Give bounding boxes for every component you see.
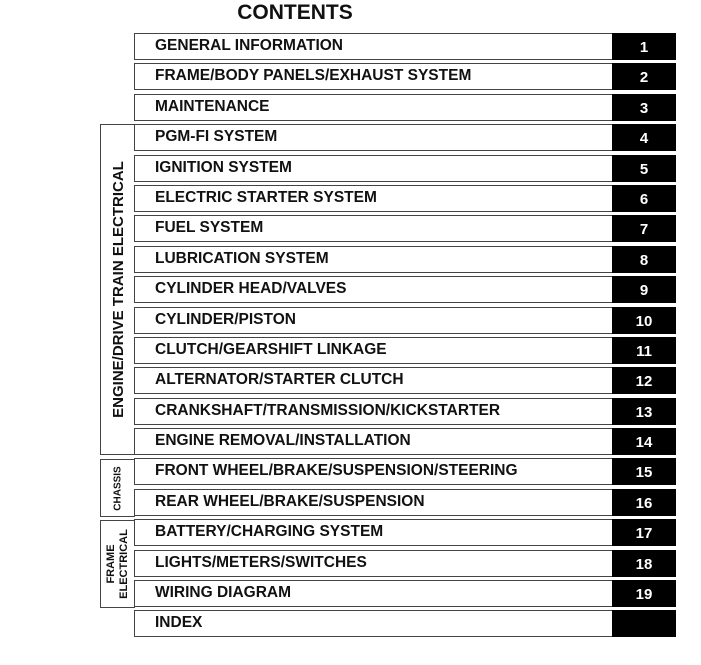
- section-number-tab[interactable]: 18: [612, 550, 676, 577]
- section-number-tab[interactable]: [612, 610, 676, 637]
- section-number-tab[interactable]: 4: [612, 124, 676, 151]
- section-number-tab[interactable]: 17: [612, 519, 676, 546]
- section-number-tab[interactable]: 15: [612, 458, 676, 485]
- section-number-tab[interactable]: 1: [612, 33, 676, 60]
- section-number-tab[interactable]: 6: [612, 185, 676, 212]
- contents-item-label[interactable]: WIRING DIAGRAM: [155, 584, 292, 602]
- contents-item[interactable]: [134, 367, 676, 394]
- section-number-tab[interactable]: 19: [612, 580, 676, 607]
- contents-item[interactable]: [134, 458, 676, 485]
- contents-item[interactable]: [134, 489, 676, 516]
- group-engine-label: ENGINE/DRIVE TRAIN ELECTRICAL: [109, 161, 127, 418]
- section-number-tab[interactable]: 14: [612, 428, 676, 455]
- contents-item[interactable]: [134, 519, 676, 546]
- contents-item[interactable]: [134, 185, 676, 212]
- contents-item[interactable]: [134, 398, 676, 425]
- contents-item[interactable]: [134, 276, 676, 303]
- contents-item[interactable]: [134, 246, 676, 273]
- group-chassis: [100, 459, 135, 517]
- group-engine: [100, 124, 135, 455]
- contents-item-label[interactable]: PGM-FI SYSTEM: [155, 128, 278, 146]
- contents-item-label[interactable]: IGNITION SYSTEM: [155, 158, 292, 176]
- contents-item-label[interactable]: CYLINDER HEAD/VALVES: [155, 280, 347, 298]
- group-frame-electrical-label: [105, 529, 131, 599]
- contents-item-label[interactable]: CYLINDER/PISTON: [155, 310, 296, 328]
- group-frame-label-1: FRAME: [105, 544, 118, 584]
- group-frame-electrical: [100, 520, 135, 608]
- contents-item[interactable]: [134, 94, 676, 121]
- contents-item[interactable]: [134, 428, 676, 455]
- contents-item[interactable]: [134, 63, 676, 90]
- contents-item[interactable]: [134, 155, 676, 182]
- contents-item-label[interactable]: LIGHTS/METERS/SWITCHES: [155, 553, 367, 571]
- contents-item-label[interactable]: FRONT WHEEL/BRAKE/SUSPENSION/STEERING: [155, 462, 518, 480]
- contents-item[interactable]: [134, 33, 676, 60]
- section-number-tab[interactable]: 2: [612, 63, 676, 90]
- section-number-tab[interactable]: 16: [612, 489, 676, 516]
- contents-item[interactable]: [134, 337, 676, 364]
- contents-item-label[interactable]: BATTERY/CHARGING SYSTEM: [155, 523, 384, 541]
- contents-item-label[interactable]: GENERAL INFORMATION: [155, 37, 344, 54]
- contents-item-label[interactable]: CRANKSHAFT/TRANSMISSION/KICKSTARTER: [155, 401, 501, 419]
- section-number-tab[interactable]: 12: [612, 367, 676, 394]
- section-number-tab[interactable]: 7: [612, 215, 676, 242]
- contents-item-label[interactable]: MAINTENANCE: [155, 97, 270, 115]
- contents-item[interactable]: [134, 580, 676, 607]
- section-number-tab[interactable]: 13: [612, 398, 676, 425]
- section-number-tab[interactable]: 9: [612, 276, 676, 303]
- contents-item[interactable]: [134, 610, 676, 637]
- contents-item[interactable]: [134, 215, 676, 242]
- section-number-tab[interactable]: 11: [612, 337, 676, 364]
- contents-item[interactable]: [134, 307, 676, 334]
- contents-item[interactable]: [134, 124, 676, 151]
- contents-item[interactable]: [134, 550, 676, 577]
- contents-item-label[interactable]: REAR WHEEL/BRAKE/SUSPENSION: [155, 492, 425, 510]
- contents-item-label[interactable]: INDEX: [155, 614, 203, 632]
- page-title: CONTENTS: [237, 1, 353, 24]
- section-number-tab[interactable]: 10: [612, 307, 676, 334]
- contents-item-label[interactable]: ALTERNATOR/STARTER CLUTCH: [155, 371, 404, 389]
- section-number-tab[interactable]: 3: [612, 94, 676, 121]
- contents-item-label[interactable]: FUEL SYSTEM: [155, 219, 264, 237]
- contents-item-label[interactable]: ELECTRIC STARTER SYSTEM: [155, 188, 377, 206]
- contents-list: [134, 33, 676, 641]
- contents-item-label[interactable]: LUBRICATION SYSTEM: [155, 249, 329, 267]
- contents-item-label[interactable]: ENGINE REMOVAL/INSTALLATION: [155, 432, 411, 450]
- group-chassis-label: CHASSIS: [112, 465, 124, 511]
- contents-item-label[interactable]: FRAME/BODY PANELS/EXHAUST SYSTEM: [155, 67, 472, 85]
- section-number-tab[interactable]: 5: [612, 155, 676, 182]
- section-number-tab[interactable]: 8: [612, 246, 676, 273]
- group-frame-label-2: ELECTRICAL: [118, 529, 131, 599]
- contents-item-label[interactable]: CLUTCH/GEARSHIFT LINKAGE: [155, 340, 387, 358]
